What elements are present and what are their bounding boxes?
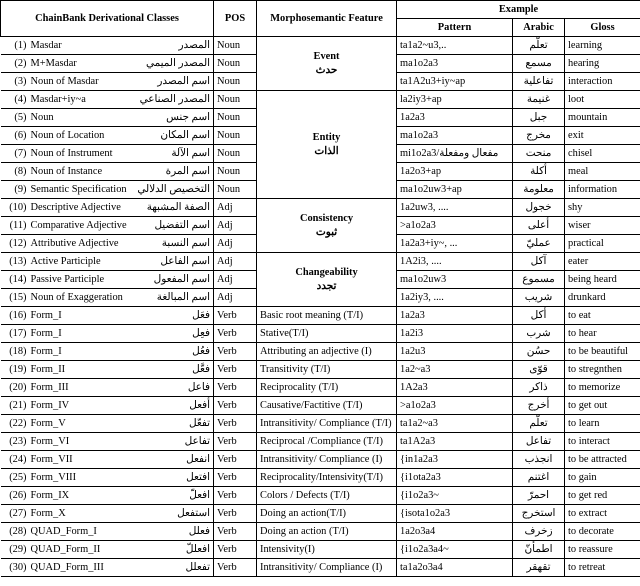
class-name-arabic: فعَل (192, 310, 211, 321)
class-name (29, 559, 214, 577)
pos-cell: Adj (214, 235, 257, 253)
pos-cell: Verb (214, 469, 257, 487)
header-gloss: Gloss (565, 19, 640, 37)
class-name (29, 163, 214, 181)
class-name-arabic: اسم المكان (160, 130, 211, 141)
gloss-cell: to get red (565, 487, 640, 505)
pattern-cell: 1a2uw3, .... (397, 199, 513, 217)
gloss-cell: exit (565, 127, 640, 145)
row-number: (22) (1, 415, 29, 433)
class-name-english: Semantic Specification (30, 184, 127, 195)
class-name (29, 433, 214, 451)
class-name (29, 523, 214, 541)
arabic-example: زخرف (513, 523, 565, 541)
table-row (1, 559, 640, 577)
row-number: (16) (1, 307, 29, 325)
arabic-example: معلومة (513, 181, 565, 199)
class-name (29, 109, 214, 127)
arabic-example: تعلُّم (513, 37, 565, 55)
class-name-english: Active Participle (30, 256, 101, 267)
gloss-cell: to get out (565, 397, 640, 415)
class-name-arabic: افعللّ (185, 544, 211, 555)
pattern-cell: 1a2a3+iy~, ... (397, 235, 513, 253)
table-row (1, 415, 640, 433)
class-name-english: Form_IV (30, 400, 70, 411)
feature-group-english: Changeability (295, 266, 358, 278)
class-name-english: Form_VIII (30, 472, 77, 483)
arabic-example: قوّى (513, 361, 565, 379)
row-number: (26) (1, 487, 29, 505)
class-name-arabic: استفعل (177, 508, 211, 519)
feature-cell: Colors / Defects (T/I) (257, 487, 397, 505)
arabic-example: انجذب (513, 451, 565, 469)
class-name-arabic: فاعل (187, 382, 211, 393)
feature-cell: Attributing an adjective (I) (257, 343, 397, 361)
class-name-arabic: المصدر (178, 40, 211, 51)
pos-cell: Adj (214, 271, 257, 289)
feature-group-arabic: حدث (315, 64, 338, 76)
table-row (1, 505, 640, 523)
class-name (29, 469, 214, 487)
feature-cell: Intransitivity/ Compliance (I) (257, 559, 397, 577)
class-name (29, 541, 214, 559)
gloss-cell: to gain (565, 469, 640, 487)
class-name-arabic: اسم الفاعل (160, 256, 211, 267)
gloss-cell: eater (565, 253, 640, 271)
table-row (1, 199, 640, 217)
class-name-arabic: فعِل (192, 328, 211, 339)
class-name (29, 253, 214, 271)
arabic-example: اطمأنّ (513, 541, 565, 559)
class-name-arabic: أفعل (189, 400, 211, 411)
gloss-cell: practical (565, 235, 640, 253)
class-name-arabic: افعلّ (189, 490, 211, 501)
gloss-cell: interaction (565, 73, 640, 91)
header-pos: POS (214, 1, 257, 37)
class-name (29, 325, 214, 343)
row-number: (28) (1, 523, 29, 541)
class-name-arabic: فعَّل (192, 364, 211, 375)
class-name (29, 73, 214, 91)
class-name (29, 55, 214, 73)
row-number: (11) (1, 217, 29, 235)
row-number: (17) (1, 325, 29, 343)
row-number: (30) (1, 559, 29, 577)
class-name-english: Attributive Adjective (30, 238, 119, 249)
arabic-example: تقهقر (513, 559, 565, 577)
table-row (1, 397, 640, 415)
arabic-example: تفاعل (513, 433, 565, 451)
feature-cell: Basic root meaning (T/I) (257, 307, 397, 325)
arabic-example: احمرّ (513, 487, 565, 505)
arabic-example: أعلى (513, 217, 565, 235)
class-name-english: Noun of Masdar (30, 76, 99, 87)
pos-cell: Adj (214, 199, 257, 217)
feature-group-english: Consistency (299, 212, 354, 224)
row-number: (24) (1, 451, 29, 469)
gloss-cell: to extract (565, 505, 640, 523)
class-name-arabic: تفعّل (188, 418, 211, 429)
pos-cell: Noun (214, 55, 257, 73)
class-name-english: QUAD_Form_I (30, 526, 97, 537)
class-name (29, 361, 214, 379)
row-number: (6) (1, 127, 29, 145)
feature-cell: Intransitivity/ Compliance (T/I) (257, 415, 397, 433)
arabic-example: جبل (513, 109, 565, 127)
gloss-cell: drunkard (565, 289, 640, 307)
pos-cell: Verb (214, 343, 257, 361)
class-name (29, 397, 214, 415)
class-name-arabic: اسم النسبة (161, 238, 211, 249)
pos-cell: Noun (214, 145, 257, 163)
gloss-cell: chisel (565, 145, 640, 163)
arabic-example: تعلّم (513, 415, 565, 433)
class-name-arabic: اسم المرة (165, 166, 211, 177)
feature-group (257, 253, 397, 307)
class-name-arabic: التخصيص الدلالي (137, 184, 211, 195)
gloss-cell: meal (565, 163, 640, 181)
table-row (1, 451, 640, 469)
arabic-example: استخرج (513, 505, 565, 523)
class-name-english: Form_VI (30, 436, 70, 447)
pattern-cell: mi1o2a3/مفعال ومفعلة (397, 145, 513, 163)
pos-cell: Verb (214, 505, 257, 523)
pattern-cell: 1a2a3 (397, 307, 513, 325)
pattern-cell: ta1a2o3a4 (397, 559, 513, 577)
pattern-cell: ma1o2uw3+ap (397, 181, 513, 199)
table-row (1, 325, 640, 343)
pos-cell: Verb (214, 523, 257, 541)
arabic-example: حسُن (513, 343, 565, 361)
table-row (1, 541, 640, 559)
pattern-cell: ta1a2~u3,.. (397, 37, 513, 55)
pattern-cell: 1a2o3+ap (397, 163, 513, 181)
pos-cell: Verb (214, 433, 257, 451)
table-row (1, 523, 640, 541)
pattern-cell: 1a2i3 (397, 325, 513, 343)
gloss-cell: mountain (565, 109, 640, 127)
class-name-english: QUAD_Form_II (30, 544, 101, 555)
class-name-english: Form_V (30, 418, 66, 429)
arabic-example: آكل (513, 253, 565, 271)
class-name (29, 505, 214, 523)
row-number: (12) (1, 235, 29, 253)
gloss-cell: to reassure (565, 541, 640, 559)
class-name-arabic: المصدر الميمي (146, 58, 211, 69)
pattern-cell: {isota1o2a3 (397, 505, 513, 523)
table-row (1, 361, 640, 379)
table-row (1, 433, 640, 451)
row-number: (5) (1, 109, 29, 127)
pattern-cell: la2iy3+ap (397, 91, 513, 109)
class-name (29, 217, 214, 235)
gloss-cell: hearing (565, 55, 640, 73)
pos-cell: Verb (214, 379, 257, 397)
pattern-cell: ta1A2u3+iy~ap (397, 73, 513, 91)
class-name-english: Form_X (30, 508, 66, 519)
gloss-cell: to be beautiful (565, 343, 640, 361)
gloss-cell: loot (565, 91, 640, 109)
feature-cell: Intransitivity/ Compliance (I) (257, 451, 397, 469)
gloss-cell: to stregnthen (565, 361, 640, 379)
row-number: (8) (1, 163, 29, 181)
class-name-arabic: افتعل (186, 472, 211, 483)
pos-cell: Verb (214, 541, 257, 559)
pos-cell: Noun (214, 127, 257, 145)
class-name-english: Form_VII (30, 454, 73, 465)
feature-group-english: Entity (312, 131, 341, 143)
header-class: ChainBank Derivational Classes (1, 1, 214, 37)
pattern-cell: >a1o2a3 (397, 397, 513, 415)
arabic-example: مخرج (513, 127, 565, 145)
pos-cell: Adj (214, 217, 257, 235)
feature-cell: Reciprocality (T/I) (257, 379, 397, 397)
arabic-example: أخرج (513, 397, 565, 415)
feature-cell: Stative(T/I) (257, 325, 397, 343)
gloss-cell: to interact (565, 433, 640, 451)
pattern-cell: 1a2o3a4 (397, 523, 513, 541)
feature-cell: Reciprocal /Compliance (T/I) (257, 433, 397, 451)
arabic-example: اغتنم (513, 469, 565, 487)
gloss-cell: to retreat (565, 559, 640, 577)
table-row (1, 253, 640, 271)
class-name (29, 289, 214, 307)
pattern-cell: ma1o2a3 (397, 127, 513, 145)
row-number: (1) (1, 37, 29, 55)
table-row (1, 37, 640, 55)
arabic-example: شريب (513, 289, 565, 307)
class-name-english: Noun of Exaggeration (30, 292, 123, 303)
arabic-example: شرب (513, 325, 565, 343)
class-name-english: Noun (30, 112, 54, 123)
class-name-arabic: انفعل (186, 454, 211, 465)
pos-cell: Verb (214, 397, 257, 415)
class-name-english: M+Masdar (30, 58, 77, 69)
row-number: (4) (1, 91, 29, 109)
class-name (29, 343, 214, 361)
header-example: Example (397, 1, 640, 19)
row-number: (19) (1, 361, 29, 379)
pos-cell: Noun (214, 37, 257, 55)
pattern-cell: {i1o2a3~ (397, 487, 513, 505)
row-number: (23) (1, 433, 29, 451)
class-name-arabic: تفاعل (184, 436, 211, 447)
class-name-english: Form_IX (30, 490, 70, 501)
class-name-english: Descriptive Adjective (30, 202, 121, 213)
pattern-cell: 1a2~a3 (397, 361, 513, 379)
feature-group-english: Event (313, 50, 340, 62)
class-name (29, 307, 214, 325)
row-number: (27) (1, 505, 29, 523)
feature-cell: Reciprocality/Intensivity(T/I) (257, 469, 397, 487)
feature-group-arabic: الذات (314, 145, 339, 157)
class-name-arabic: اسم المبالغة (156, 292, 211, 303)
table-row (1, 307, 640, 325)
pos-cell: Noun (214, 91, 257, 109)
arabic-example: عمليّ (513, 235, 565, 253)
class-name-arabic: اسم التفضيل (154, 220, 211, 231)
class-name (29, 451, 214, 469)
class-name-english: Noun of Location (30, 130, 105, 141)
class-name-english: Masdar+iy~a (30, 94, 86, 105)
table-row (1, 379, 640, 397)
gloss-cell: learning (565, 37, 640, 55)
class-name (29, 271, 214, 289)
class-name (29, 199, 214, 217)
table-row (1, 343, 640, 361)
row-number: (7) (1, 145, 29, 163)
class-name-arabic: اسم المصدر (157, 76, 211, 87)
pos-cell: Verb (214, 451, 257, 469)
class-name-english: Form_III (30, 382, 69, 393)
pos-cell: Noun (214, 73, 257, 91)
gloss-cell: to eat (565, 307, 640, 325)
pattern-cell: ta1a2~a3 (397, 415, 513, 433)
class-name (29, 91, 214, 109)
pattern-cell: ma1o2uw3 (397, 271, 513, 289)
pos-cell: Noun (214, 163, 257, 181)
class-name (29, 127, 214, 145)
arabic-example: خجول (513, 199, 565, 217)
header-feature: Morphosemantic Feature (257, 1, 397, 37)
pos-cell: Adj (214, 253, 257, 271)
pos-cell: Verb (214, 415, 257, 433)
feature-cell: Intensivity(I) (257, 541, 397, 559)
class-name-arabic: اسم جنس (166, 112, 211, 123)
class-name-english: Form_I (30, 328, 62, 339)
class-name-english: Form_I (30, 310, 62, 321)
row-number: (9) (1, 181, 29, 199)
pattern-cell: ma1o2a3 (397, 55, 513, 73)
class-name (29, 415, 214, 433)
gloss-cell: information (565, 181, 640, 199)
row-number: (29) (1, 541, 29, 559)
class-name (29, 37, 214, 55)
pattern-cell: ta1A2a3 (397, 433, 513, 451)
class-name (29, 487, 214, 505)
pos-cell: Noun (214, 109, 257, 127)
row-number: (3) (1, 73, 29, 91)
pattern-cell: 1A2i3, .... (397, 253, 513, 271)
arabic-example: ذاكر (513, 379, 565, 397)
class-name-english: Noun of Instrument (30, 148, 113, 159)
row-number: (15) (1, 289, 29, 307)
table-body (1, 37, 640, 577)
pattern-cell: 1A2a3 (397, 379, 513, 397)
pos-cell: Adj (214, 289, 257, 307)
gloss-cell: to be attracted (565, 451, 640, 469)
feature-group (257, 37, 397, 91)
arabic-example: أكلة (513, 163, 565, 181)
class-name-english: Masdar (30, 40, 62, 51)
header-arabic: Arabic (513, 19, 565, 37)
pos-cell: Verb (214, 361, 257, 379)
pos-cell: Noun (214, 181, 257, 199)
gloss-cell: to learn (565, 415, 640, 433)
pattern-cell: >a1o2a3 (397, 217, 513, 235)
class-name-english: Comparative Adjective (30, 220, 127, 231)
row-number: (20) (1, 379, 29, 397)
class-name-arabic: تفعلل (185, 562, 211, 573)
pos-cell: Verb (214, 307, 257, 325)
row-number: (18) (1, 343, 29, 361)
pos-cell: Verb (214, 559, 257, 577)
pattern-cell: {i1o2a3a4~ (397, 541, 513, 559)
row-number: (25) (1, 469, 29, 487)
feature-group-arabic: ثبوت (315, 226, 338, 238)
pattern-cell: 1a2a3 (397, 109, 513, 127)
arabic-example: تفاعلية (513, 73, 565, 91)
class-name-arabic: فعُل (192, 346, 211, 357)
class-name-english: Passive Participle (30, 274, 105, 285)
arabic-example: مسموع (513, 271, 565, 289)
pattern-cell: {in1a2a3 (397, 451, 513, 469)
pattern-cell: {i1ota2a3 (397, 469, 513, 487)
class-name-arabic: فعلل (188, 526, 211, 537)
feature-group-arabic: تجدد (316, 280, 337, 292)
class-name (29, 235, 214, 253)
feature-cell: Doing an action (T/I) (257, 523, 397, 541)
class-name (29, 379, 214, 397)
arabic-example: منحت (513, 145, 565, 163)
gloss-cell: to hear (565, 325, 640, 343)
class-name (29, 181, 214, 199)
pattern-cell: 1a2iy3, .... (397, 289, 513, 307)
class-name-arabic: اسم المفعول (153, 274, 211, 285)
feature-cell: Causative/Factitive (T/I) (257, 397, 397, 415)
feature-cell: Doing an action(T/I) (257, 505, 397, 523)
table-row (1, 469, 640, 487)
gloss-cell: being heard (565, 271, 640, 289)
table-row (1, 487, 640, 505)
class-name-arabic: الصفة المشبهة (146, 202, 211, 213)
class-name-arabic: المصدر الصناعي (139, 94, 211, 105)
table-row (1, 91, 640, 109)
arabic-example: غنيمة (513, 91, 565, 109)
row-number: (13) (1, 253, 29, 271)
feature-cell: Transitivity (T/I) (257, 361, 397, 379)
class-name-english: Form_II (30, 364, 66, 375)
pos-cell: Verb (214, 487, 257, 505)
row-number: (2) (1, 55, 29, 73)
gloss-cell: shy (565, 199, 640, 217)
class-name-english: Noun of Instance (30, 166, 103, 177)
class-name (29, 145, 214, 163)
pattern-cell: 1a2u3 (397, 343, 513, 361)
feature-group (257, 199, 397, 253)
pos-cell: Verb (214, 325, 257, 343)
class-name-arabic: اسم الآلة (171, 148, 211, 159)
gloss-cell: wiser (565, 217, 640, 235)
row-number: (21) (1, 397, 29, 415)
feature-group (257, 91, 397, 199)
header-pattern: Pattern (397, 19, 513, 37)
arabic-example: أكل (513, 307, 565, 325)
arabic-example: مسمع (513, 55, 565, 73)
row-number: (14) (1, 271, 29, 289)
gloss-cell: to memorize (565, 379, 640, 397)
class-name-english: QUAD_Form_III (30, 562, 104, 573)
class-name-english: Form_I (30, 346, 62, 357)
gloss-cell: to decorate (565, 523, 640, 541)
row-number: (10) (1, 199, 29, 217)
